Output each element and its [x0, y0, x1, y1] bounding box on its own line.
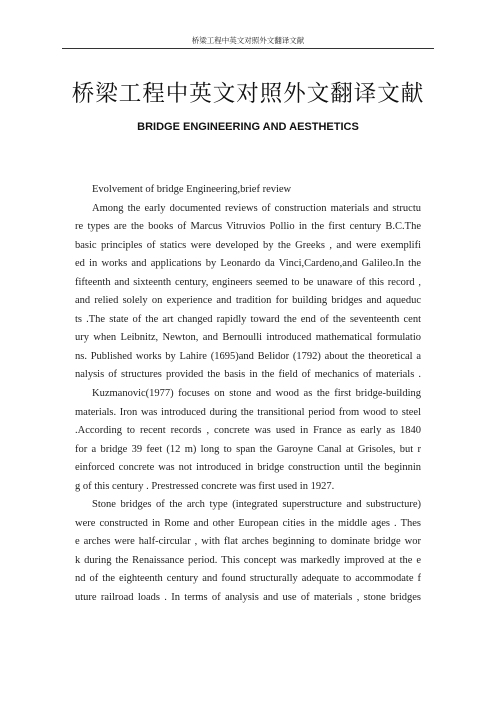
running-header: 桥梁工程中英文对照外文翻译文献: [191, 36, 305, 45]
body-text: [75, 181, 421, 608]
text-line: k during the Renaissance period. This concept was markedly improved at the e: [75, 554, 421, 566]
text-line: uture railroad loads . In terms of analysis and use of materials , stone bridges: [75, 592, 421, 604]
text-line: basic principles of statics were developed by the Greeks , and were exemplifi: [75, 239, 421, 251]
text-line: ury when Leibnitz, Newton, and Bernoulli introduced mathematical formulatio: [75, 332, 421, 344]
text-line: Among the early documented reviews of construction materials and structu: [92, 202, 421, 214]
text-line: for a bridge 39 feet (12 m) long to span the Garoyne Canal at Grisoles, but r: [75, 443, 421, 455]
text-line: were constructed in Rome and other European cities in the middle ages . Thes: [75, 517, 421, 529]
text-line: materials. Iron was introduced during the transitional period from wood to steel: [75, 406, 421, 418]
text-line: Kuzmanovic(1977) focuses on stone and wood as the first bridge-building: [92, 388, 421, 400]
text-line: re types are the books of Marcus Vitruvios Pollio in the first century B.C.The: [75, 221, 421, 233]
text-line: e arches were half-circular , with flat arches beginning to dominate bridge wor: [75, 536, 421, 548]
text-line: nd of the eighteenth century and found structurally adequate to accommodate f: [75, 573, 421, 585]
text-line: nalysis of structures provided the basis in the field of mechanics of materials .: [75, 369, 421, 381]
text-line: ed in works and applications by Leonardo da Vinci,Cardeno,and Galileo.In the: [75, 258, 421, 270]
header-divider: [62, 48, 434, 49]
section-heading: Evolvement of bridge Engineering,brief review: [92, 184, 292, 195]
page-title-english: BRIDGE ENGINEERING AND AESTHETICS: [137, 121, 359, 133]
text-line: Stone bridges of the arch type (integrated superstructure and substructure): [92, 499, 421, 511]
text-line: ts .The state of the art changed rapidly toward the end of the seventeenth cent: [75, 313, 421, 325]
text-line: g of this century . Prestressed concrete was first used in 1927.: [75, 480, 335, 492]
text-line: ns. Published works by Lahire (1695)and Belidor (1792) about the theoretical a: [75, 350, 421, 362]
page-title-chinese: 桥梁工程中英文对照外文翻译文献: [71, 81, 425, 107]
text-line: fifteenth and sixteenth century, engineers seemed to be unaware of this record ,: [75, 276, 421, 288]
text-line: and relied solely on experience and tradition for building bridges and aqueduc: [75, 295, 421, 307]
text-line: einforced concrete was not introduced in bridge construction until the beginnin: [75, 462, 421, 474]
text-line: .According to recent records , concrete was used in France as early as 1840: [75, 425, 421, 437]
